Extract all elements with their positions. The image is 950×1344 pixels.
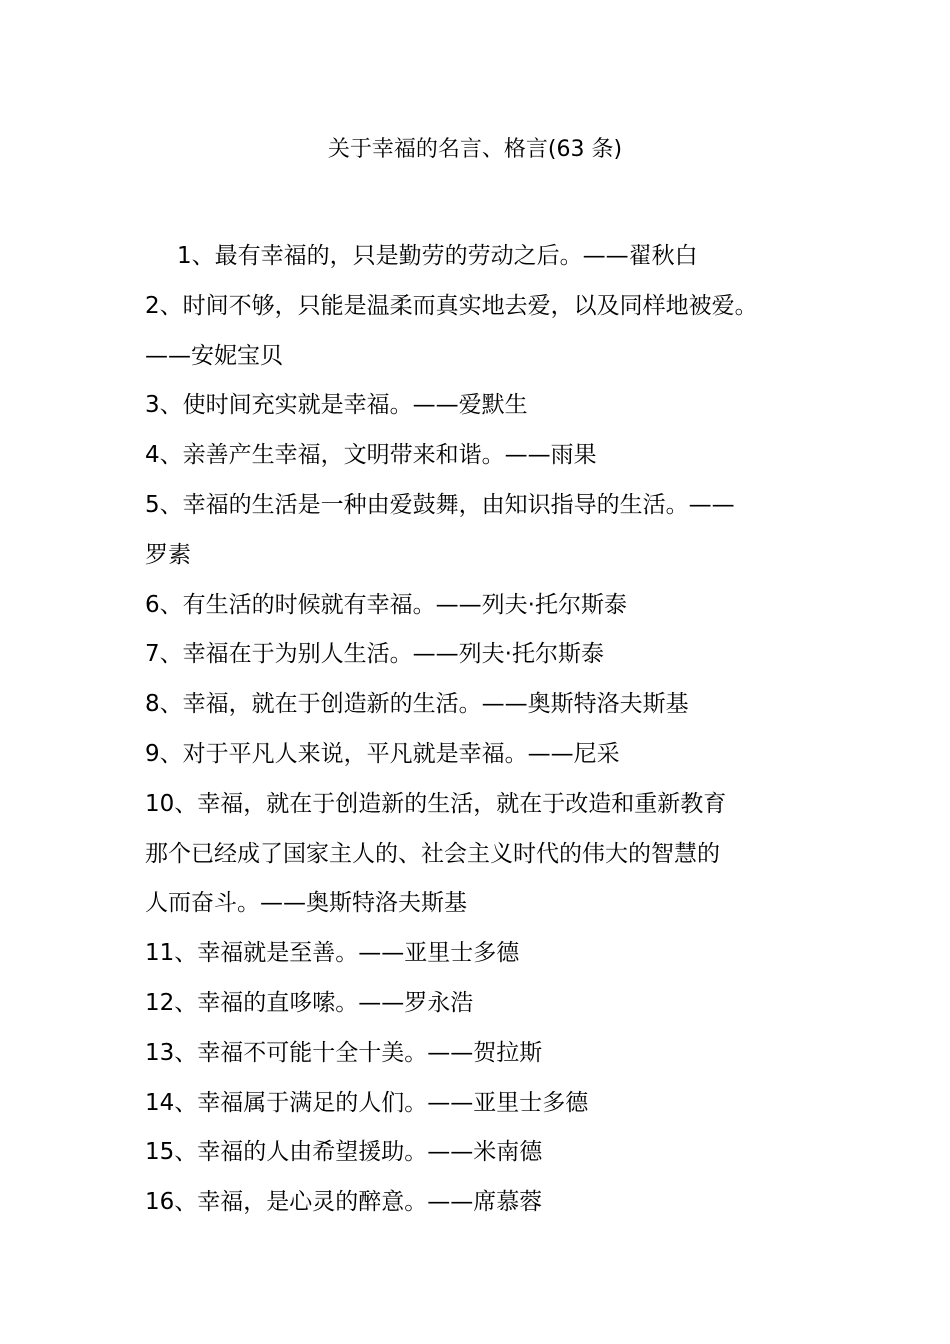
quote-line: 11、幸福就是至善。——亚里士多德 — [145, 940, 520, 967]
quote-line: 8、幸福，就在于创造新的生活。——奥斯特洛夫斯基 — [145, 691, 689, 718]
quote-line: 罗素 — [145, 541, 191, 568]
quote-line: 12、幸福的直哆嗦。——罗永浩 — [145, 989, 474, 1016]
quote-line: 人而奋斗。——奥斯特洛夫斯基 — [145, 890, 467, 917]
document-title: 关于幸福的名言、格言(63 条) — [327, 137, 623, 162]
quote-line: 10、幸福，就在于创造新的生活，就在于改造和重新教育 — [145, 790, 727, 817]
quote-line: 13、幸福不可能十全十美。——贺拉斯 — [145, 1039, 543, 1066]
quote-line: 5、幸福的生活是一种由爱鼓舞，由知识指导的生活。—— — [145, 491, 735, 518]
quote-line: 14、幸福属于满足的人们。——亚里士多德 — [145, 1089, 589, 1116]
quote-line: 4、亲善产生幸福，文明带来和谐。——雨果 — [145, 442, 597, 469]
quote-line: 那个已经成了国家主人的、社会主义时代的伟大的智慧的 — [145, 840, 720, 867]
quote-list — [145, 232, 825, 1228]
quote-line: 7、幸福在于为别人生活。——列夫·托尔斯泰 — [145, 641, 604, 668]
quote-line: 9、对于平凡人来说，平凡就是幸福。——尼采 — [145, 740, 620, 767]
quote-line: 16、幸福，是心灵的醉意。——席慕蓉 — [145, 1189, 543, 1216]
quote-line: 2、时间不够，只能是温柔而真实地去爱，以及同样地被爱。 — [145, 292, 758, 319]
quote-line: 15、幸福的人由希望援助。——米南德 — [145, 1139, 543, 1166]
quote-line: ——安妮宝贝 — [145, 342, 283, 369]
quote-line: 1、最有幸福的，只是勤劳的劳动之后。——翟秋白 — [177, 243, 698, 269]
quote-line: 3、使时间充实就是幸福。——爱默生 — [145, 392, 528, 419]
quote-line: 6、有生活的时候就有幸福。——列夫·托尔斯泰 — [145, 591, 627, 618]
